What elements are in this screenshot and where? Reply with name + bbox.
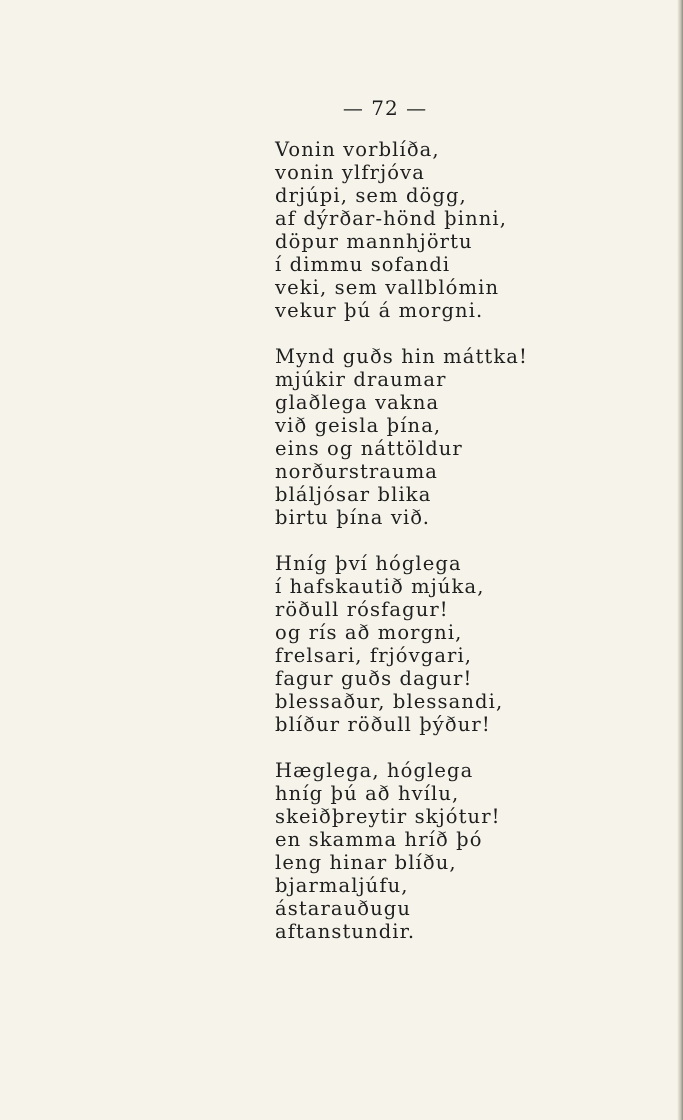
poem-line: og rís að morgni,	[275, 621, 463, 644]
poem-line: en skamma hríð þó	[275, 828, 483, 851]
poem-line: aftanstundir.	[275, 920, 416, 943]
poem-line: Vonin vorblíða,	[275, 138, 440, 161]
poem-line: veki, sem vallblómin	[275, 276, 500, 299]
poem-line: hníg þú að hvílu,	[275, 782, 460, 805]
poem-line: skeiðþreytir skjótur!	[275, 805, 501, 828]
poem	[275, 138, 675, 966]
poem-line: norðurstrauma	[275, 460, 439, 483]
poem-line: bláljósar blika	[275, 483, 432, 506]
poem-line: frelsari, frjóvgari,	[275, 644, 473, 667]
poem-line: birtu þína við.	[275, 506, 431, 529]
poem-line: Hníg því hóglega	[275, 552, 462, 575]
poem-line: leng hinar blíðu,	[275, 851, 457, 874]
stanza-1	[275, 138, 675, 322]
page-edge	[677, 0, 683, 1120]
stanza-2	[275, 345, 675, 529]
poem-line: mjúkir draumar	[275, 368, 447, 391]
poem-line: ástarauðugu	[275, 897, 412, 920]
poem-line: vonin ylfrjóva	[275, 161, 425, 184]
poem-line: blessaður, blessandi,	[275, 690, 504, 713]
poem-line: vekur þú á morgni.	[275, 299, 484, 322]
poem-line: í hafskautið mjúka,	[275, 575, 485, 598]
poem-line: í dimmu sofandi	[275, 253, 451, 276]
poem-line: Hæglega, hóglega	[275, 759, 474, 782]
poem-line: drjúpi, sem dögg,	[275, 184, 467, 207]
poem-line: glaðlega vakna	[275, 391, 440, 414]
poem-line: fagur guðs dagur!	[275, 667, 473, 690]
poem-line: af dýrðar-hönd þinni,	[275, 207, 508, 230]
poem-line: döpur mannhjörtu	[275, 230, 473, 253]
poem-line: röðull rósfagur!	[275, 598, 449, 621]
poem-line: við geisla þína,	[275, 414, 442, 437]
poem-line: bjarmaljúfu,	[275, 874, 409, 897]
stanza-3	[275, 552, 675, 736]
page-number: — 72 —	[342, 96, 428, 120]
poem-line: blíður röðull þýður!	[275, 713, 491, 736]
poem-line: Mynd guðs hin máttka!	[275, 345, 528, 368]
poem-line: eins og náttöldur	[275, 437, 463, 460]
stanza-4	[275, 759, 675, 943]
